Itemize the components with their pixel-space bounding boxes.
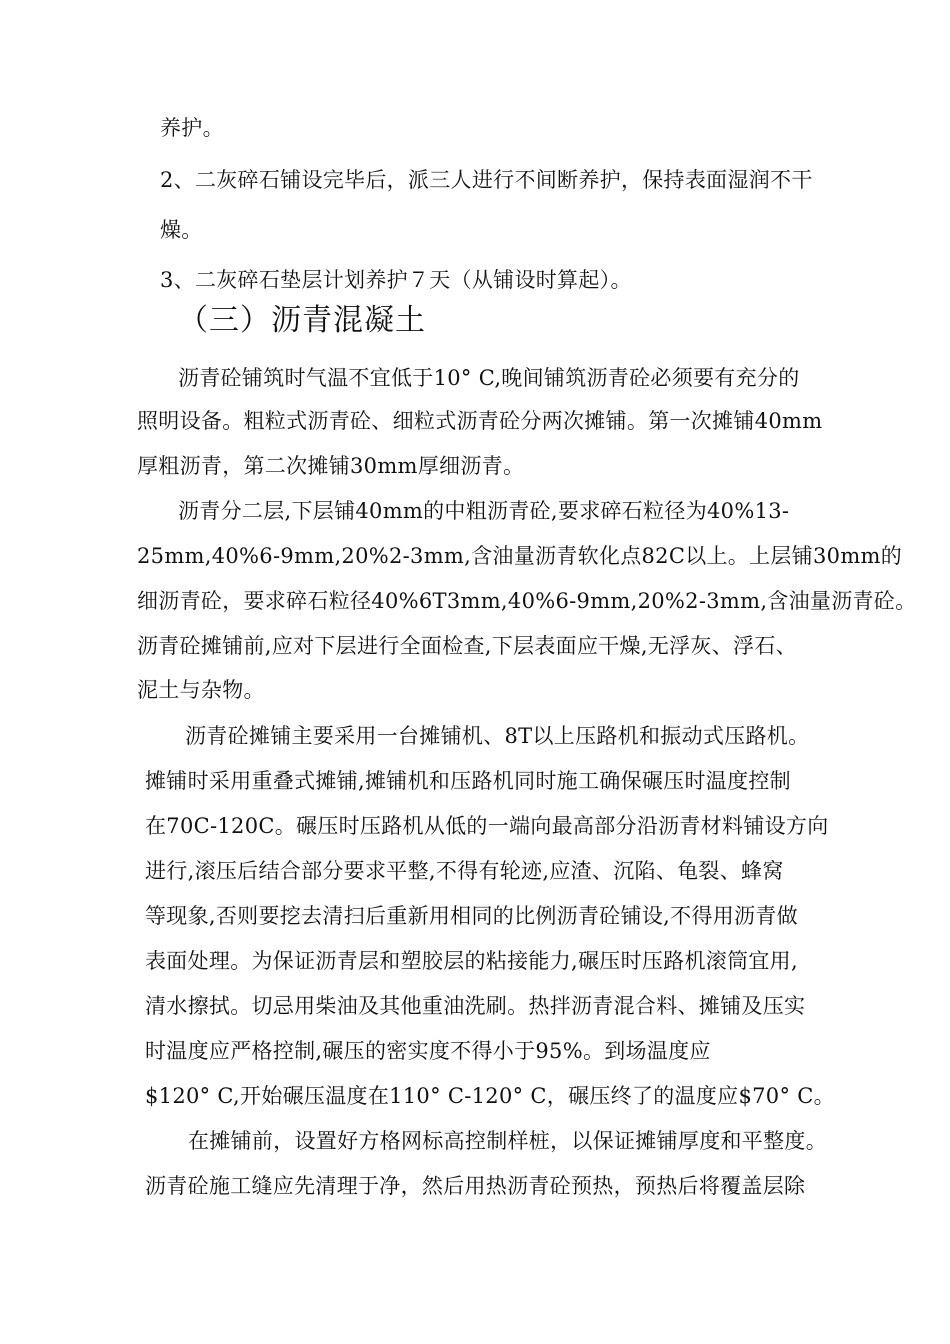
paragraph-line: 沥青砼摊铺主要采用一台摊铺机、8T以上压路机和振动式压路机。 [185,724,810,748]
paragraph-line: 表面处理。为保证沥青层和塑胶层的粘接能力,碾压时压路机滚筒宜用, [145,949,798,973]
paragraph-line: 厚粗沥青，第二次摊铺30mm厚细沥青。 [137,454,525,478]
paragraph-line: 时温度应严格控制,碾压的密实度不得小于95%。到场温度应 [145,1039,711,1063]
paragraph-line: $120° C,开始碾压温度在110° C-120° C，碾压终了的温度应$70° C。 [145,1084,835,1108]
paragraph-line: 泥土与杂物。 [137,678,265,702]
list-item: 3、二灰碎石垫层计划养护７天（从铺设时算起）。 [160,268,632,292]
paragraph-line: 在70C-120C。碾压时压路机从低的一端向最高部分沿沥青材料铺设方向 [145,814,829,838]
paragraph-line: 25mm,40%6-9mm,20%2-3mm,含油量沥青软化点82C以上。上层铺30mm的 [137,544,903,568]
paragraph-line: 沥青砼摊铺前,应对下层进行全面检查,下层表面应干燥,无浮灰、浮石、 [137,634,797,658]
list-item: 2、二灰碎石铺设完毕后，派三人进行不间断养护，保持表面湿润不干 [160,168,813,192]
paragraph-line: 清水擦拭。切忌用柴油及其他重油洗刷。热拌沥青混合料、摊铺及压实 [145,994,806,1018]
paragraph-line: 摊铺时采用重叠式摊铺,摊铺机和压路机同时施工确保碾压时温度控制 [145,769,791,793]
paragraph-line: 沥青砼施工缝应先清理于净，然后用热沥青砼预热，预热后将覆盖层除 [145,1174,806,1198]
paragraph-line: 等现象,否则要挖去清扫后重新用相同的比例沥青砼铺设,不得用沥青做 [145,904,798,928]
text-line: 养护。 [160,116,224,140]
paragraph-line: 在摊铺前，设置好方格网标高控制样桩，以保证摊铺厚度和平整度。 [188,1129,827,1153]
paragraph-line: 进行,滚压后结合部分要求平整,不得有轮迹,应渣、沉陷、龟裂、蜂窝 [145,859,784,883]
paragraph-line: 沥青砼铺筑时气温不宜低于10° C,晚间铺筑沥青砼必须要有充分的 [178,366,800,390]
paragraph-line: 照明设备。粗粒式沥青砼、细粒式沥青砼分两次摊铺。第一次摊铺40mm [137,409,823,433]
text-line: 燥。 [160,218,203,242]
paragraph-line: 沥青分二层,下层铺40mm的中粗沥青砼,要求碎石粒径为40%13- [178,499,790,523]
section-heading: （三）沥青混凝土 [178,303,426,338]
paragraph-line: 细沥青砼，要求碎石粒径40%6T3mm,40%6-9mm,20%2-3mm,含油量沥青砼。 [137,589,917,613]
